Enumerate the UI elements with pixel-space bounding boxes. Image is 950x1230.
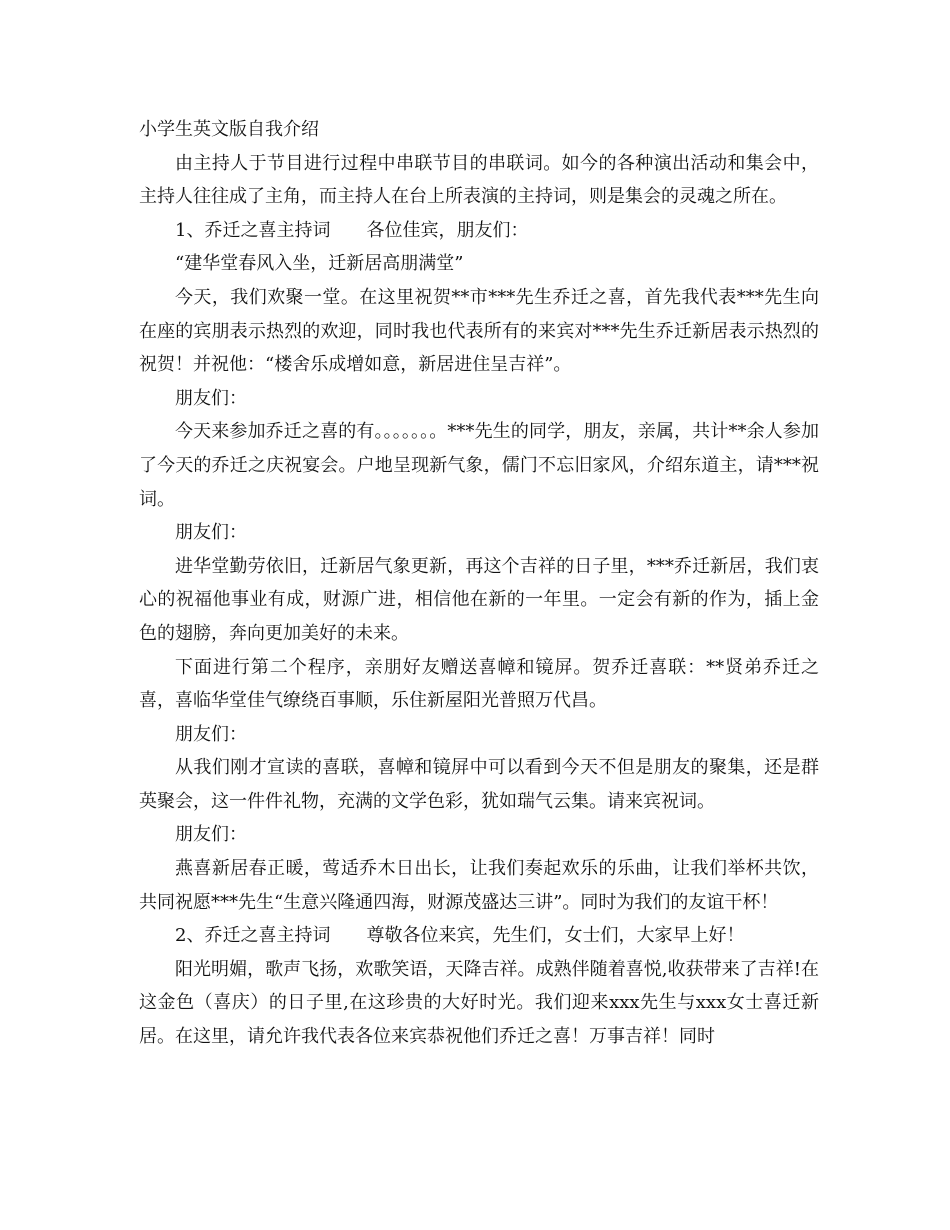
paragraph-12: 朋友们： [175,824,247,846]
paragraph-8: 进华堂勤劳依旧，迁新居气象更新，再这个吉祥的日子里，***乔迁新居，我们衷心的祝福他事业有成，财源广进，相信他在新的一年里。一定会有新的作为，插上金色的翅膀，奔向更加美好的未来。 [139,555,819,644]
paragraph-7: 朋友们： [175,522,247,544]
paragraph-11: 从我们刚才宣读的喜联，喜幛和镜屏中可以看到今天不但是朋友的聚集，还是群英聚会，这一件件礼物，充满的文学色彩，犹如瑞气云集。请来宾祝词。 [139,757,819,812]
paragraph-9: 下面进行第二个程序，亲朋好友赠送喜幛和镜屏。贺乔迁喜联：**贤弟乔迁之喜，喜临华堂佳气缭绕百事顺，乐住新屋阳光普照万代昌。 [139,656,819,712]
paragraph-14: 2、乔迁之喜主持词 尊敬各位来宾，先生们，女士们，大家早上好！ [175,925,745,947]
document-title: 小学生英文版自我介绍 [139,119,319,140]
document-body [139,113,819,1054]
paragraph-13: 燕喜新居春正暖，莺适乔木日出长，让我们奏起欢乐的乐曲，让我们举杯共饮，共同祝愿***先生“生意兴隆通四海，财源茂盛达三讲”。同时为我们的友谊干杯！ [139,858,819,913]
paragraph-4: 今天，我们欢聚一堂。在这里祝贺**市***先生乔迁之喜，首先我代表***先生向在座的宾朋表示热烈的欢迎，同时我也代表所有的来宾对***先生乔迁新居表示热烈的祝贺！并祝他：“楼舍乐成增如意，新居进住呈吉祥”。 [139,286,819,376]
paragraph-5: 朋友们： [175,387,247,409]
paragraph-10: 朋友们： [175,723,247,745]
paragraph-15: 阳光明媚，歌声飞扬，欢歌笑语，天降吉祥。成熟伴随着喜悦,收获带来了吉祥!在这金色（喜庆）的日子里,在这珍贵的大好时光。我们迎来xxx先生与xxx女士喜迁新居。在这里，请允许我代表各位来宾恭祝他们乔迁之喜！万事吉祥！同时 [139,958,819,1048]
paragraph-3: “建华堂春风入坐，迁新居高朋满堂” [175,253,464,275]
paragraph-2: 1、乔迁之喜主持词 各位佳宾，朋友们： [175,219,529,241]
paragraph-6: 今天来参加乔迁之喜的有。。。。。。。***先生的同学，朋友，亲属，共计**余人参加了今天的乔迁之庆祝宴会。户地呈现新气象，儒门不忘旧家风，介绍东道主，请***祝词。 [139,421,819,510]
paragraph-1: 由主持人于节目进行过程中串联节目的串联词。如今的各种演出活动和集会中，主持人往往成了主角，而主持人在台上所表演的主持词，则是集会的灵魂之所在。 [139,152,819,208]
